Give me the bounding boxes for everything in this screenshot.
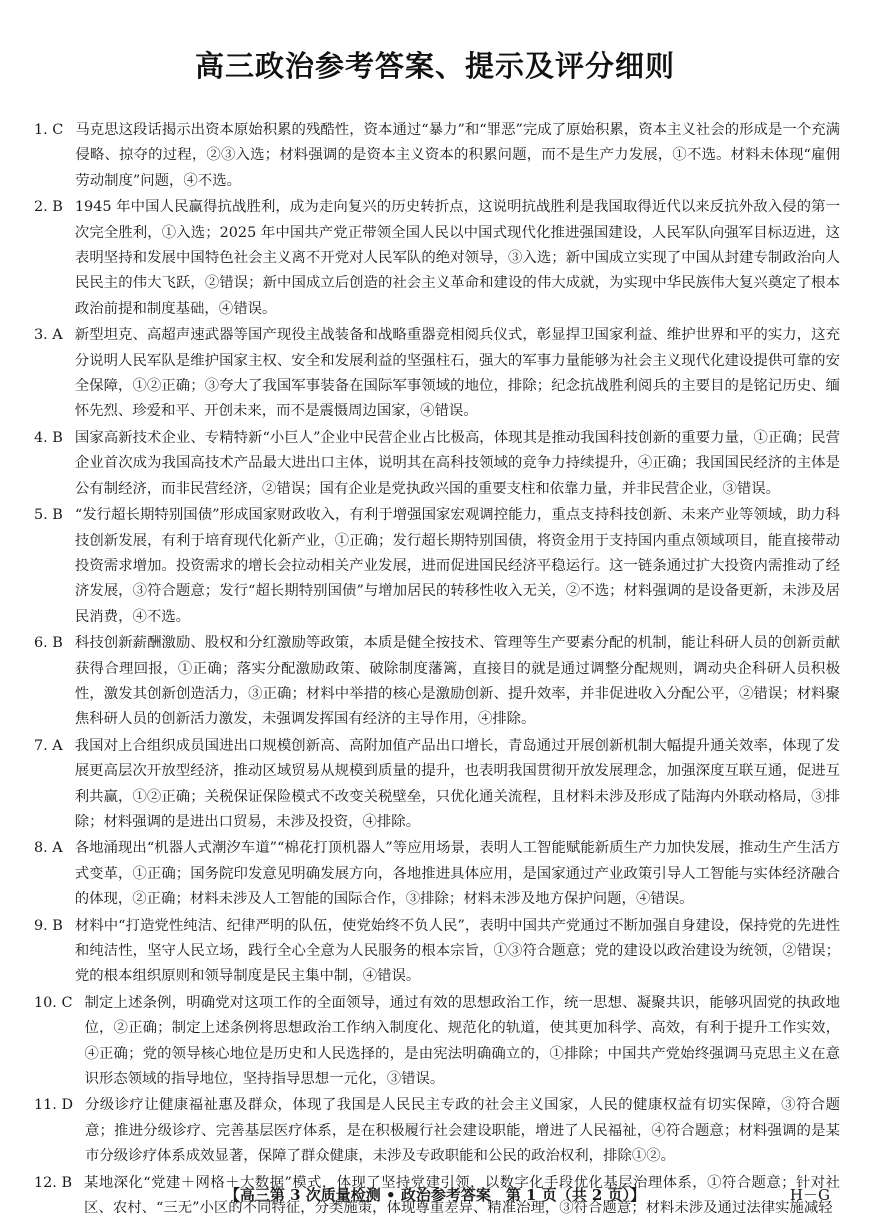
answer-number: 2. B	[34, 199, 63, 216]
answer-item	[34, 195, 840, 322]
answer-list	[34, 118, 840, 1221]
answer-explanation: 我国对上合组织成员国进出口规模创新高、高附加值产品出口增长，青岛通过开展创新机制大幅提升通关效率，体现了发展更高层次开放型经济，推动区域贸易从规模到质量的提升，也表明我国贯彻开放发展理念，加强深度互联互通，促进互利共赢，①②正确；关税保证保险模式不改变关税壁垒，只优化通关流程，且材料未涉及形成了陆海内外联动格局，③排除；材料强调的是进出口贸易，未涉及投资，④排除。	[74, 737, 840, 830]
answer-item	[34, 914, 840, 990]
answer-explanation: 材料中“打造党性纯洁、纪律严明的队伍，使党始终不负人民”，表明中国共产党通过不断加强自身建设，保持党的先进性和纯洁性，坚守人民立场，践行全心全意为人民服务的根本宗旨，①③符合题意；党的建设以政治建设为统领，②错误；党的根本组织原则和领导制度是民主集中制，④错误。	[74, 917, 840, 985]
answer-number: 5. B	[34, 507, 63, 524]
answer-explanation: 马克思这段话揭示出资本原始积累的残酷性，资本通过“暴力”和“罪恶”完成了原始积累，资本主义社会的形成是一个充满侵略、掠夺的过程，②③入选；材料强调的是资本主义资本的积累问题，而不是生产力发展，①不选。材料未体现“雇佣劳动制度”问题，④不选。	[75, 122, 840, 189]
answer-number: 1. C	[34, 122, 64, 138]
answer-item	[34, 734, 840, 836]
answer-item	[34, 991, 840, 1093]
answer-item	[34, 426, 840, 502]
answer-explanation: 新型坦克、高超声速武器等国产现役主战装备和战略重器竞相阅兵仪式，彰显捍卫国家利益、维护世界和平的实力，这充分说明人民军队是维护国家主权、安全和发展利益的坚强柱石，强大的军事力量能够为社会主义现代化建设提供可靠的安全保障，①②正确；③夸大了我国军事装备在国际军事领域的地位，排除；纪念抗战胜利阅兵的主要目的是铭记历史、缅怀先烈、珍爱和平、开创未来，而不是震慑周边国家，④错误。	[74, 327, 840, 420]
answer-explanation: 制定上述条例，明确党对这项工作的全面领导，通过有效的思想政治工作，统一思想、凝聚共识，能够巩固党的执政地位，②正确；制定上述条例将思想政治工作纳入制度化、规范化的轨道，使其更加科学、高效，有利于提升工作实效，④正确；党的领导核心地位是历史和人民选择的，是由宪法明确确立的，①排除；中国共产党始终强调马克思主义在意识形态领域的指导地位，坚持指导思想一元化，③错误。	[84, 994, 840, 1088]
answer-number: 11. D	[34, 1097, 73, 1114]
answer-number: 6. B	[34, 635, 63, 652]
answer-item	[34, 1093, 840, 1169]
answer-number: 3. A	[34, 327, 63, 344]
answer-item	[34, 836, 840, 912]
answer-number: 9. B	[34, 917, 63, 934]
answer-explanation: “发行超长期特别国债”形成国家财政收入，有利于增强国家宏观调控能力，重点支持科技创新、未来产业等领域，助力科技创新发展，有利于培育现代化新产业，①正确；发行超长期特别国债，将资金用于支持国内重点领域项目，能直接带动投资需求增加。投资需求的增长会拉动相关产业发展，进而促进国民经济平稳运行。这一链条通过扩大投资内需推动了经济发展，③符合题意；发行“超长期特别国债”与增加居民的转移性收入无关，②不选；材料强调的是设备更新，未涉及居民消费，④不选。	[74, 507, 840, 625]
footer-code: H－G	[789, 1186, 830, 1204]
answer-explanation: 分级诊疗让健康福祉惠及群众，体现了我国是人民民主专政的社会主义国家，人民的健康权益有切实保障，③符合题意；推进分级诊疗、完善基层医疗体系，是在积极履行社会建设职能，增进了人民福祉，④符合题意；材料强调的是某市分级诊疗体系成效显著，保障了群众健康，未涉及专政职能和公民的政治权利，排除①②。	[85, 1097, 840, 1165]
answer-item	[34, 323, 840, 425]
answer-explanation: 各地涌现出“机器人式潮汐车道”“棉花打顶机器人”等应用场景，表明人工智能赋能新质生产力加快发展，推动生产生活方式变革，①正确；国务院印发意见明确发展方向，各地推进具体应用，是国家通过产业政策引导人工智能与实体经济融合的体现，②正确；材料未涉及人工智能的国际合作，③排除；材料未涉及地方保护问题，④错误。	[74, 840, 840, 908]
answer-explanation: 1945 年中国人民赢得抗战胜利，成为走向复兴的历史转折点，这说明抗战胜利是我国取得近代以来反抗外敌入侵的第一次完全胜利，①入选；2025 年中国共产党正带领全国人民以中国式现代化推进强国建设，人民军队向强军目标迈进，这表明坚持和发展中国特色社会主义离不开党对人民军队的绝对领导，③入选；新中国成立实现了中国从封建专制政治向人民民主的伟大飞跃，②错误；新中国成立后创造的社会主义革命和建设的伟大成就，为实现中华民族伟大复兴奠定了根本政治前提和制度基础，④错误。	[74, 199, 840, 317]
answer-item	[34, 503, 840, 630]
answer-number: 10. C	[34, 994, 73, 1011]
answer-number: 8. A	[34, 840, 63, 857]
answer-number: 12. B	[34, 1174, 73, 1191]
answer-number: 7. A	[34, 737, 63, 754]
answer-explanation: 国家高新技术企业、专精特新“小巨人”企业中民营企业占比极高，体现其是推动我国科技创新的重要力量，①正确；民营企业首次成为我国高技术产品最大进出口主体，说明其在高科技领域的竞争力持续提升，④正确；我国国民经济的主体是公有制经济，而非民营经济，②错误；国有企业是党执政兴国的重要支柱和依靠力量，并非民营企业，③错误。	[74, 429, 840, 497]
answer-item	[34, 118, 840, 194]
answer-explanation: 科技创新薪酬激励、股权和分红激励等政策，本质是健全按技术、管理等生产要素分配的机制，能让科研人员的创新贡献获得合理回报，①正确；落实分配激励政策、破除制度藩篱，直接目的就是通过调整分配规则，调动央企科研人员积极性，激发其创新创造活力，③正确；材料中举措的核心是激励创新、提升效率，并非促进收入分配公平，②错误；材料聚焦科研人员的创新活力激发，未强调发挥国有经济的主导作用，④排除。	[74, 635, 840, 728]
page-title: 高三政治参考答案、提示及评分细则	[194, 49, 675, 83]
answer-number: 4. B	[34, 429, 63, 446]
answer-item	[34, 631, 840, 733]
footer-page-info: 【高三第 3 次质量检测 • 政治参考答案 第 1 页（共 2 页）】	[224, 1186, 646, 1204]
answer-explanation: 某地深化“党建＋网格＋大数据”模式，体现了坚持党建引领，以数字化手段优化基层治理体系，①符合题意；针对社区、农村、“三无”小区的不同特征，分类施策，体现尊重差异、精准治理，③符合题意；材料未涉及通过法律实施减轻	[84, 1174, 840, 1217]
